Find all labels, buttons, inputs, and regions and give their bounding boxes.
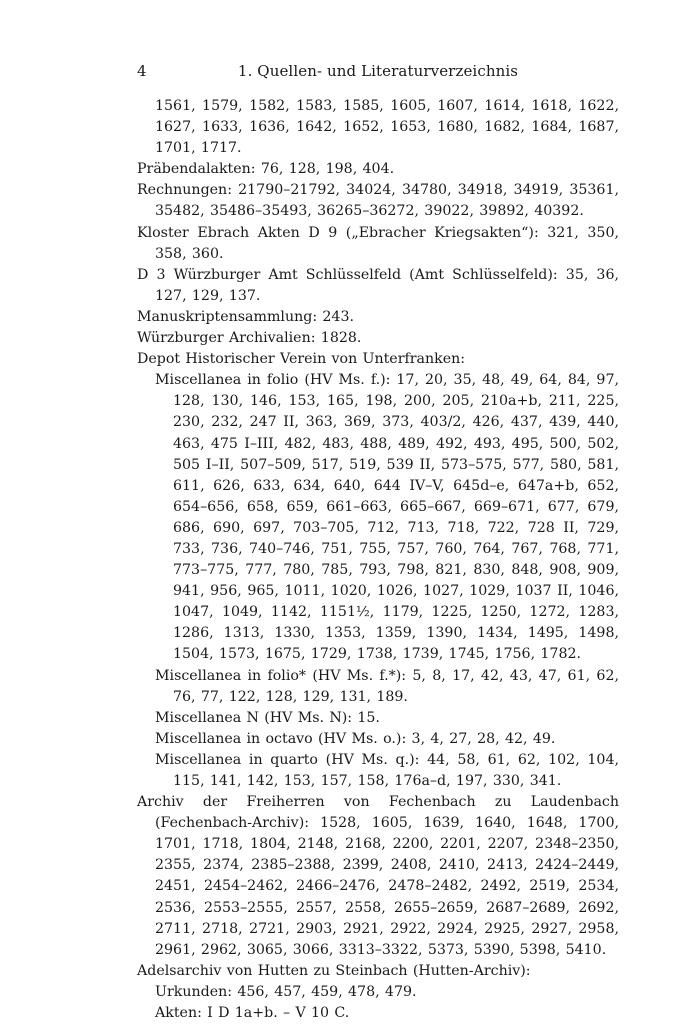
index-subentry: Miscellanea in folio (HV Ms. f.): 17, 20, 35, 48, 49, 64, 84, 97, 128, 130, 146, 153, 165, 198, 200, 205, 210a+b, 211, 225, 230, 232, 247 II, 363, 369, 373, 403/2, 426, 437, 439, 440, 463, 475 I–III, 482, 483, 488, 489, 492, 493, 495, 500, 502, 505 I–II, 507–509, 517, 519, 539 II, 573–575, 577, 580, 581, 611, 626, 633, 634, 640, 644 IV–V, 645d–e, 647a+b, 652, 654–656, 658, 659, 661–663, 665–667, 669–671, 677, 679, 686, 690, 697, 703–705, 712, 713, 718, 722, 728 II, 729, 733, 736, 740–746, 751, 755, 757, 760, 764, 767, 768, 771, 773–775, 777, 780, 785, 793, 798, 821, 830, 848, 908, 909, 941, 956, 965, 1011, 1020, 1026, 1027, 1029, 1037 II, 1046, 1047, 1049, 1142, 1151½, 1179, 1225, 1250, 1272, 1283, 1286, 1313, 1330, 1353, 1359, 1390, 1434, 1495, 1498, 1504, 1573, 1675, 1729, 1738, 1739, 1745, 1756, 1782. bbox=[155, 372, 619, 663]
index-subentry: Miscellanea N (HV Ms. N): 15. bbox=[155, 709, 380, 726]
index-entry: Adelsarchiv von Hutten zu Steinbach (Hutten-Archiv): bbox=[137, 962, 531, 979]
index-list bbox=[137, 96, 619, 1024]
index-entry: D 3 Würzburger Amt Schlüsselfeld (Amt Schlüsselfeld): 35, 36, 127, 129, 137. bbox=[137, 266, 619, 304]
index-entry: Präbendalakten: 76, 128, 198, 404. bbox=[137, 161, 395, 178]
running-title: 1. Quellen- und Literaturverzeichnis bbox=[237, 62, 519, 80]
index-subentry: Miscellanea in folio* (HV Ms. f.*): 5, 8, 17, 42, 43, 47, 61, 62, 76, 77, 122, 128, 129, 131, 189. bbox=[155, 667, 619, 705]
index-subentry: Miscellanea in octavo (HV Ms. o.): 3, 4, 27, 28, 42, 49. bbox=[155, 730, 556, 747]
index-subentry: Urkunden: 456, 457, 459, 478, 479. bbox=[155, 983, 417, 1000]
page-number: 4 bbox=[137, 62, 147, 80]
index-entry: Rechnungen: 21790–21792, 34024, 34780, 34918, 34919, 35361, 35482, 35486–35493, 36265–36272, 39022, 39892, 40392. bbox=[137, 182, 619, 220]
document-page bbox=[137, 62, 619, 1024]
index-subentry: Akten: I D 1a+b. – V 10 C. bbox=[155, 1005, 350, 1022]
index-entry-continuation: 1561, 1579, 1582, 1583, 1585, 1605, 1607, 1614, 1618, 1622, 1627, 1633, 1636, 1642, 1652, 1653, 1680, 1682, 1684, 1687, 1701, 1717. bbox=[155, 98, 619, 157]
index-entry: Würzburger Archivalien: 1828. bbox=[137, 330, 362, 347]
index-entry: Archiv der Freiherren von Fechenbach zu Laudenbach (Fechenbach-Archiv): 1528, 1605, 1639, 1640, 1648, 1700, 1701, 1718, 1804, 2148, 2168, 2200, 2201, 2207, 2348–2350, 2355, 2374, 2385–2388, 2399, 2408, 2410, 2413, 2424–2449, 2451, 2454–2462, 2466–2476, 2478–2482, 2492, 2519, 2534, 2536, 2553–2555, 2557, 2558, 2655–2659, 2687–2689, 2692, 2711, 2718, 2721, 2903, 2921, 2922, 2924, 2925, 2927, 2958, 2961, 2962, 3065, 3066, 3313–3322, 5373, 5390, 5398, 5410. bbox=[137, 794, 619, 958]
index-entry: Manuskriptensammlung: 243. bbox=[137, 308, 354, 325]
index-subentry: Miscellanea in quarto (HV Ms. q.): 44, 58, 61, 62, 102, 104, 115, 141, 142, 153, 157, 158, 176a–d, 197, 330, 341. bbox=[155, 751, 619, 789]
index-entry: Kloster Ebrach Akten D 9 („Ebracher Kriegsakten“): 321, 350, 358, 360. bbox=[137, 224, 619, 262]
index-entry: Depot Historischer Verein von Unterfranken: bbox=[137, 351, 466, 368]
page-header bbox=[137, 62, 619, 84]
